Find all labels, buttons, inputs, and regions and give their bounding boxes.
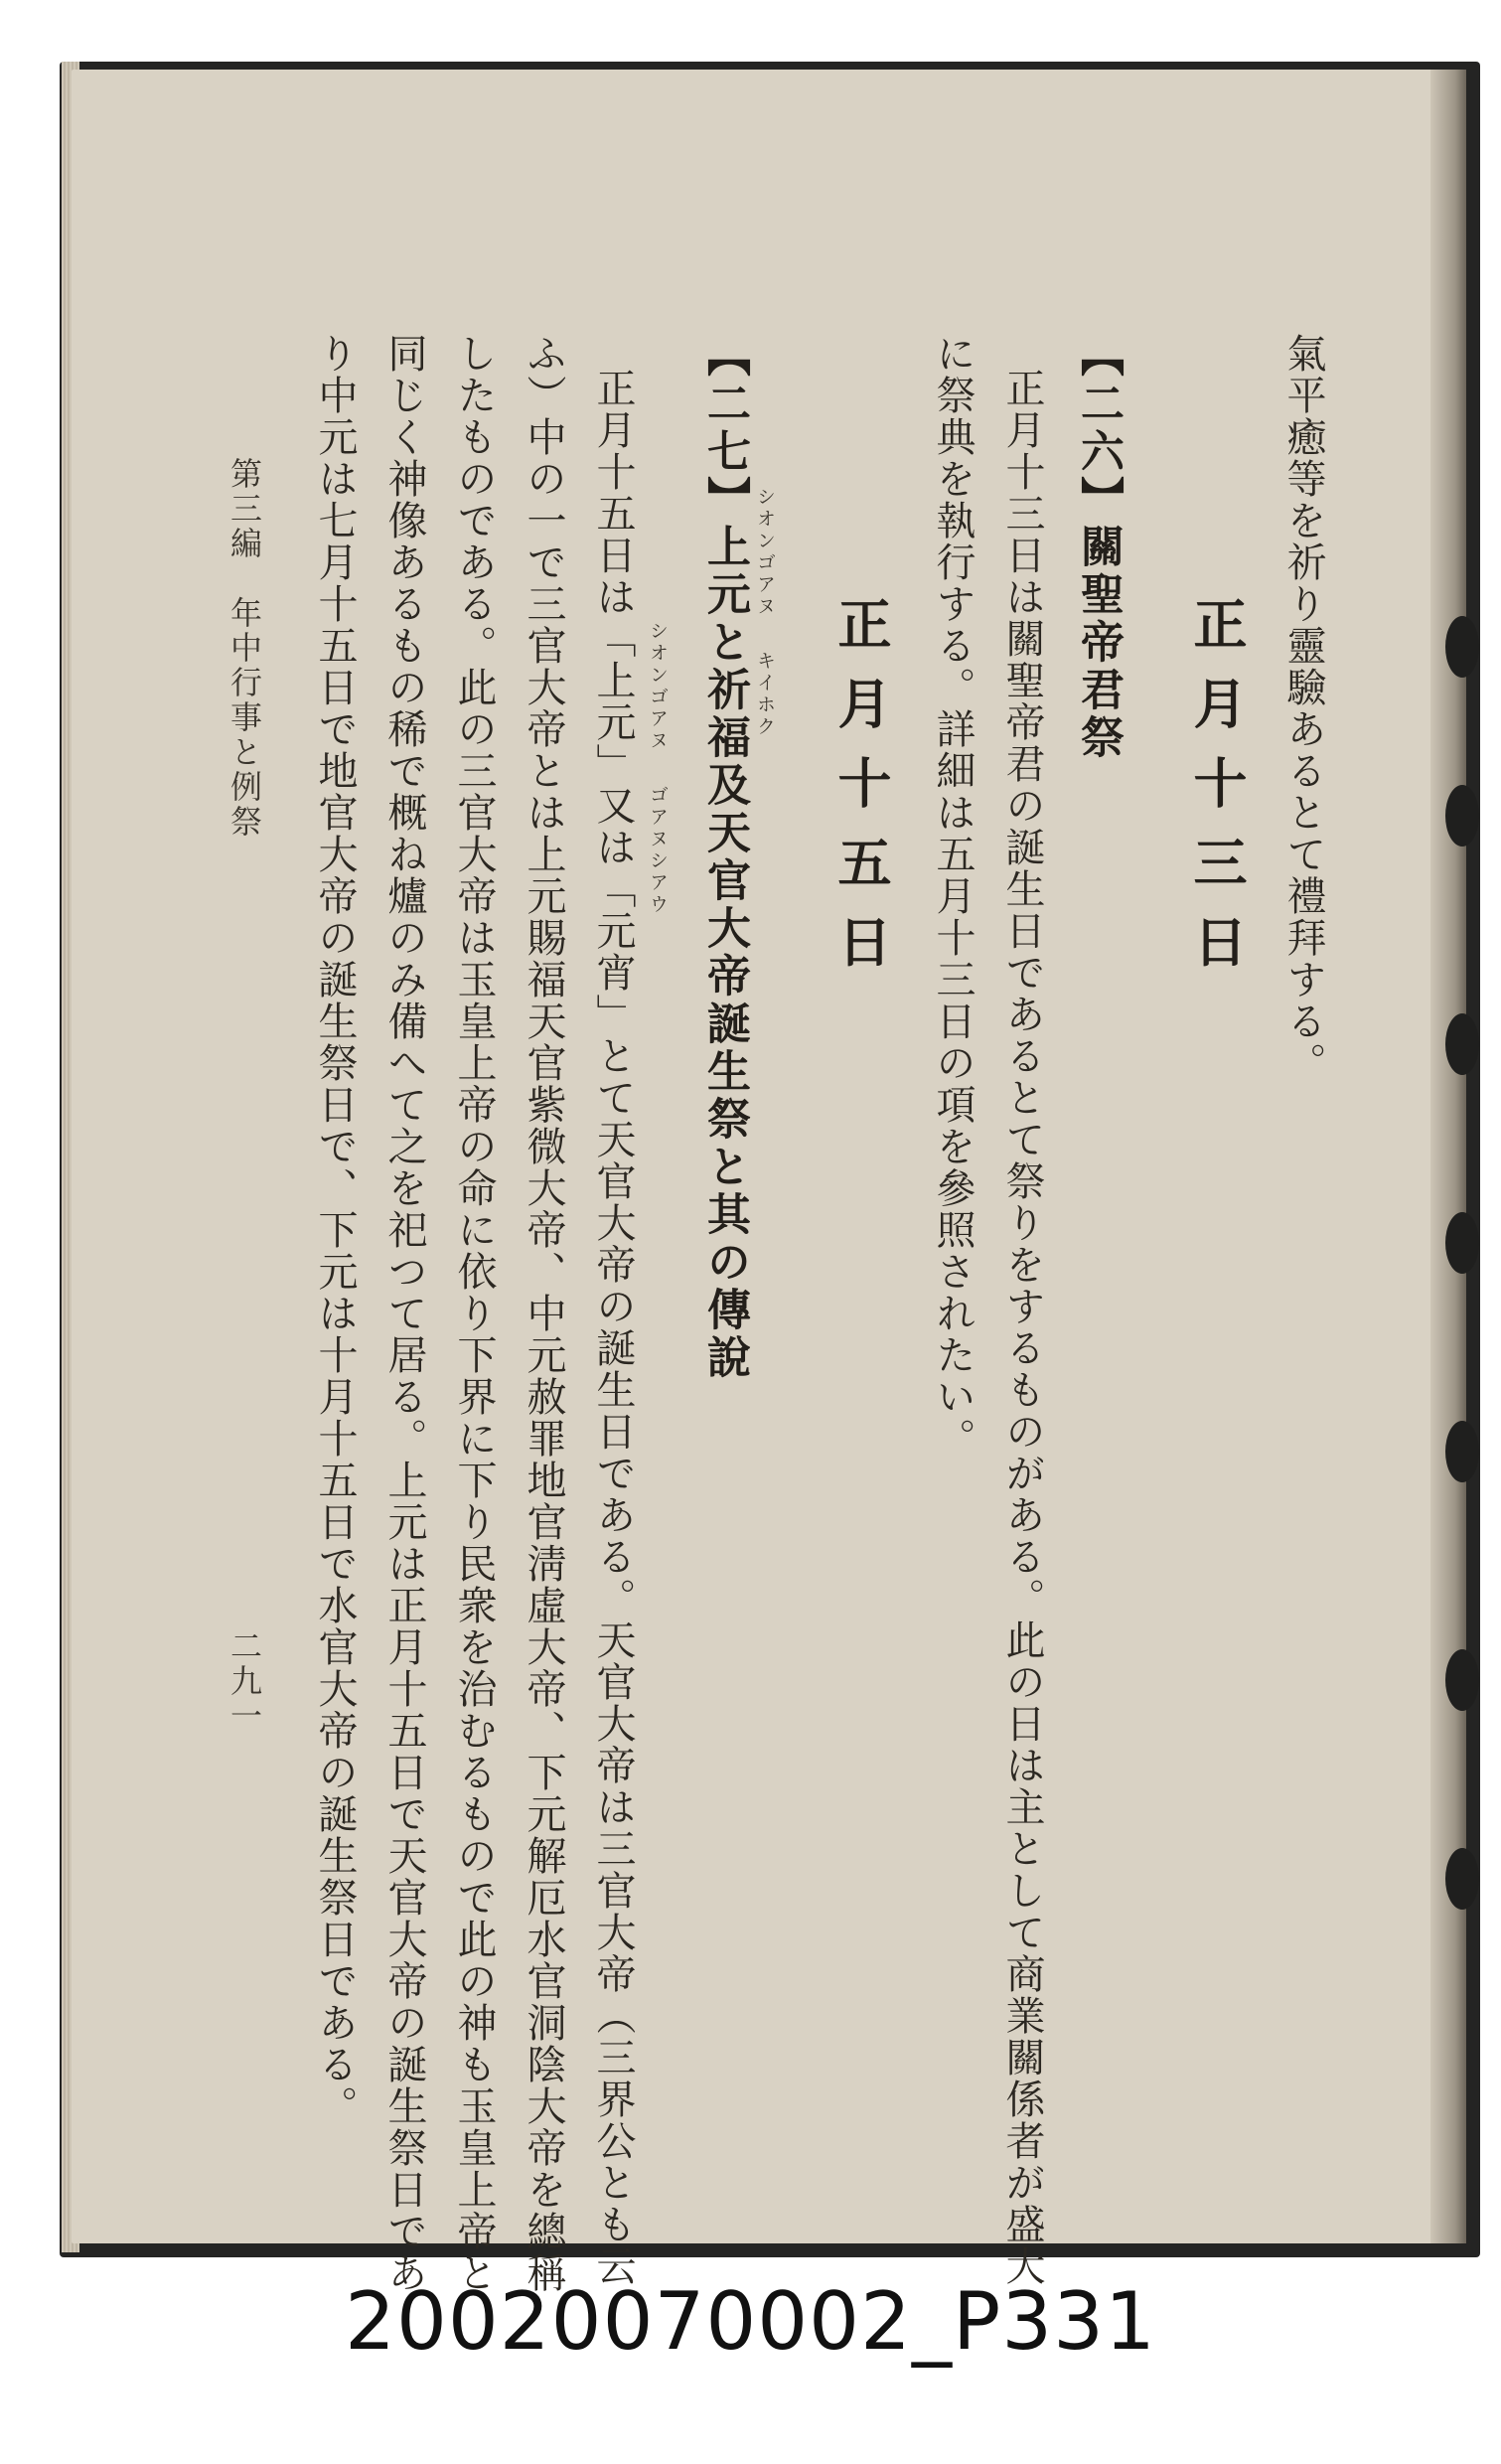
text-line: 氣平癒等を祈り靈驗あるとて禮拜する。 <box>1280 333 1326 1084</box>
binding-hole <box>1445 616 1479 678</box>
text-line: 同じく神像あるもの稀で概ね爐のみ備へて之を祀つて居る。上元は正月十五日で天官大帝の誕生祭日であ <box>381 333 427 2294</box>
binding-hole <box>1445 1212 1479 1274</box>
date-heading: 正月十三日 <box>1185 596 1249 994</box>
binding-hole <box>1445 1848 1479 1910</box>
text-line: り中元は七月十五日で地官大帝の誕生祭日で、下元は十月十五日で水官大帝の誕生祭日である。 <box>312 333 358 2127</box>
text-line: に祭典を執行する。詳細は五月十三日の項を參照されたい。 <box>930 333 976 1460</box>
book-page <box>72 70 1460 2243</box>
binding-hole <box>1445 785 1479 847</box>
text-line: 正月十五日は「上元」又は「元宵」とて天官大帝の誕生日である。天官大帝は三官大帝（三界公とも云 <box>590 368 636 2287</box>
text-line: したものである。此の三官大帝は玉皇上帝の命に依り下界に下り民衆を治むるもので此の神も玉皇上帝と <box>451 333 497 2294</box>
ruby-annotation: シオンゴアヌ <box>647 621 669 752</box>
ruby-annotation: キイホク <box>754 651 776 738</box>
text-line: 正月十三日は關聖帝君の誕生日であるとて祭りをするものがある。此の日は主として商業關係者が盛大 <box>999 368 1045 2287</box>
page-gutter <box>1430 70 1466 2243</box>
image-caption: 20020070002_P331 <box>345 2275 1156 2368</box>
running-head: 第三編 年中行事と例祭 <box>225 457 263 840</box>
section-title: 【二六】關聖帝君祭 <box>1073 333 1124 762</box>
ruby-annotation: ゴアヌシアウ <box>647 785 669 916</box>
section-title: 【二七】上元と祈福及天官大帝誕生祭と其の傳說 <box>699 333 750 1382</box>
ruby-annotation: シオンゴアヌ <box>754 487 776 618</box>
page-number: 二九一 <box>225 1629 263 1734</box>
binding-hole <box>1445 1421 1479 1482</box>
binding-hole <box>1445 1649 1479 1711</box>
date-heading: 正月十五日 <box>829 596 893 994</box>
text-line: ふ）中の一で三官大帝とは上元賜福天官紫微大帝、中元赦罪地官淸虛大帝、下元解厄水官洞陰大帝を總稱 <box>521 333 566 2294</box>
binding-hole <box>1445 1013 1479 1075</box>
